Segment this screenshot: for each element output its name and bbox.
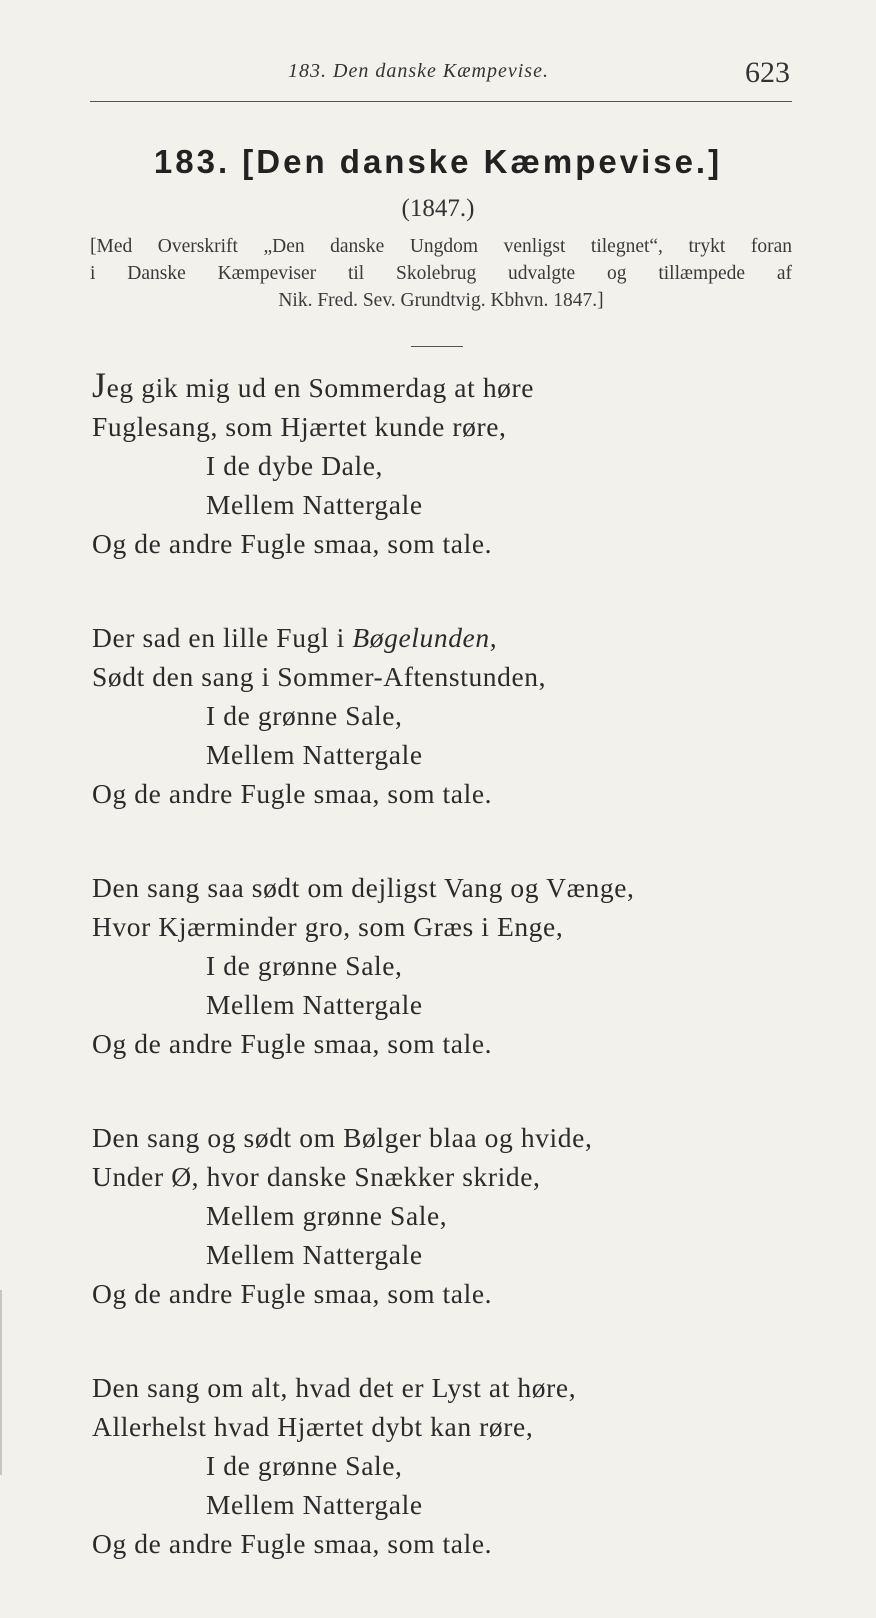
section-divider	[411, 346, 463, 347]
verse-line: Den sang saa sødt om dejligst Vang og Vænge,	[92, 872, 635, 903]
running-head	[90, 56, 790, 96]
verse-line: Mellem grønne Sale,	[206, 1200, 448, 1231]
note-line-1: [Med Overskrift „Den danske Ungdom venligst tilegnet“, trykt foran	[90, 236, 792, 257]
verse-line: Mellem Nattergale	[206, 489, 423, 520]
verse-line: Og de andre Fugle smaa, som tale.	[92, 1278, 493, 1309]
verse-line: Fuglesang, som Hjærtet kunde røre,	[92, 411, 507, 442]
verse-line	[92, 618, 832, 657]
note-line-3: Nik. Fred. Sev. Grundtvig. Kbhvn. 1847.]	[278, 290, 604, 311]
verse-line: Og de andre Fugle smaa, som tale.	[92, 1028, 493, 1059]
verse-line: Den sang om alt, hvad det er Lyst at høre,	[92, 1372, 577, 1403]
stanza-1	[92, 365, 832, 563]
note-line-2: i Danske Kæmpeviser til Skolebrug udvalgte og tillæmpede af	[90, 263, 792, 284]
verse-line: Og de andre Fugle smaa, som tale.	[92, 778, 493, 809]
verse-line: Og de andre Fugle smaa, som tale.	[92, 1528, 493, 1559]
stanza-5	[92, 1368, 832, 1563]
verse-text: eg gik mig ud en Sommerdag at høre	[106, 372, 535, 403]
verse-line: I de dybe Dale,	[206, 450, 383, 481]
verse-line	[92, 365, 832, 407]
header-rule	[90, 101, 792, 102]
verse-text: Der sad en lille Fugl i	[92, 622, 353, 653]
stanza-2	[92, 618, 832, 813]
verse-line: Hvor Kjærminder gro, som Græs i Enge,	[92, 911, 564, 942]
stanza-3	[92, 868, 832, 1063]
place-name: Bøgelunden,	[352, 622, 498, 653]
verse-line: I de grønne Sale,	[206, 700, 403, 731]
editorial-note	[90, 233, 792, 314]
verse-line: Mellem Nattergale	[206, 989, 423, 1020]
verse-line: I de grønne Sale,	[206, 950, 403, 981]
verse-line: Den sang og sødt om Bølger blaa og hvide,	[92, 1122, 593, 1153]
verse-line: Allerhelst hvad Hjærtet dybt kan røre,	[92, 1411, 534, 1442]
page-edge-shadow	[0, 1290, 2, 1475]
initial-letter: J	[92, 365, 107, 405]
verse-line: Under Ø, hvor danske Snækker skride,	[92, 1161, 541, 1192]
poem-body	[92, 365, 832, 1618]
verse-line: Mellem Nattergale	[206, 1489, 423, 1520]
verse-line: Sødt den sang i Sommer-Aftenstunden,	[92, 661, 547, 692]
verse-line: Mellem Nattergale	[206, 739, 423, 770]
poem-year: (1847.)	[401, 195, 475, 222]
page-number: 623	[745, 56, 790, 89]
verse-line: I de grønne Sale,	[206, 1450, 403, 1481]
poem-title: 183. [Den danske Kæmpevise.]	[153, 143, 723, 180]
stanza-4	[92, 1118, 832, 1313]
running-title: 183. Den danske Kæmpevise.	[288, 60, 549, 82]
verse-line: Og de andre Fugle smaa, som tale.	[92, 528, 493, 559]
verse-line: Mellem Nattergale	[206, 1239, 423, 1270]
